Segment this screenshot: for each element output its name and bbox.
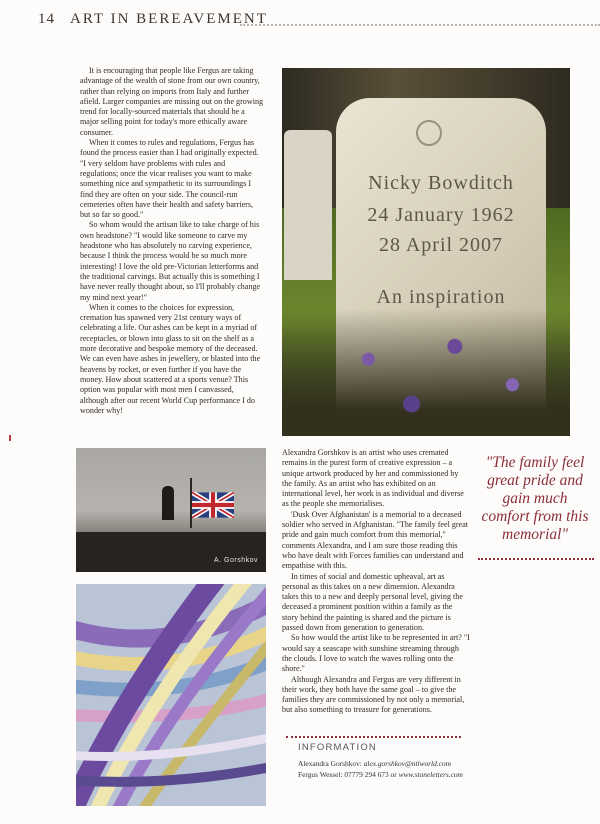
lavender-flowers <box>282 308 570 436</box>
rose-carving-icon <box>416 120 442 146</box>
information-contact-alexandra <box>298 759 451 768</box>
contact-label: Fergus Wessel: 07779 294 673 or <box>298 770 397 779</box>
page-number: 14 <box>38 11 55 27</box>
headstone-birth-date: 24 January 1962 <box>367 204 515 226</box>
header-divider <box>240 24 600 26</box>
headstone-name: Nicky Bowditch <box>368 172 514 194</box>
article-column-1 <box>80 66 264 416</box>
abstract-ashes-painting <box>76 584 266 806</box>
headstone-death-date: 28 April 2007 <box>378 234 504 256</box>
pull-quote: "The family feel great pride and gain much comfort from this memorial" <box>481 454 589 543</box>
abstract-swirl-artwork <box>76 584 266 806</box>
headstone-photo <box>282 68 570 436</box>
information-contact-fergus <box>298 770 463 779</box>
paragraph: It is encouraging that people like Fergus are taking advantage of the wealth of stone from our own country, rather than relying on imports from Italy and further afield. Larger companies are missing out on the growing trend for locally-sourced materials that should be a major selling point for today's more ethically aware consumer. <box>80 66 264 137</box>
paragraph: So whom would the artisan like to take charge of his own headstone? "I would like someone to carve my headstone who has absolutely no carving experience, because I think the process would be so much more interesting! I love the old pre-Victorian letterforms and the traditional carvings. But actually this is something I have never really thought about, so I'll probably change my mind next year!" <box>80 220 261 302</box>
margin-mark <box>9 435 11 441</box>
union-flag-icon <box>192 492 234 518</box>
paragraph: So how would the artist like to be represented in art? "I would say a seascape with sunshine streaming through the clouds. I love to watch the waves rolling onto the shore." <box>282 633 470 674</box>
dusk-over-afghanistan-painting <box>76 448 266 572</box>
paragraph: 'Dusk Over Afghanistan' is a memorial to a deceased soldier who served in Afghanistan. "The family feel great pride and gain much comfort from this memorial," comments Alexandra, and I am sure those reading this who have dealt with Forces families can understand and empathise with this. <box>282 509 469 571</box>
headstone-epitaph: An inspiration <box>376 286 506 308</box>
background-headstone <box>284 130 332 280</box>
paragraph: Although Alexandra and Fergus are very different in their work, they both have the same goal – to give the families they are commissioned by not only a memorial, but also something to treasure for generations. <box>282 674 465 715</box>
paragraph: In times of social and domestic upheaval, art as personal as this takes on a new dimension. Alexandra takes this to a new and deeply personal level, giving the deceased a prominent position within a family as the story behind the painting is shared and the picture is passed down from generation to generation. <box>282 571 463 633</box>
information-rule <box>286 736 461 738</box>
pull-quote-rule <box>478 558 594 560</box>
painting-ground <box>76 532 266 572</box>
contact-website: www.stoneletters.com <box>398 770 463 779</box>
paragraph: When it comes to the choices for expression, cremation has spawned very 21st century ways of celebrating a life. Our ashes can be kept in a myriad of receptacles, or blown into glass to sit on the shelf as a more decorative and bespoke memory of the deceased. We can even have ashes in jewellery, or blasted into the heavens by rocket, or even further if you have the money. How about scattered at a sports venue? This option was popular with most men I canvassed, although after our recent World Cup performance I do wonder why! <box>80 302 261 415</box>
contact-label: Alexandra Gorshkov: <box>298 759 362 768</box>
paragraph: When it comes to rules and regulations, Fergus has found the process easier than I had originally expected. "I very seldom have problems with rules and regulations; once the vicar realises you want to make something nice and sympathetic to its surroundings I find they are often on your side. The council-run cemeteries often have their health and safety barriers, but so far so good." <box>80 138 259 220</box>
information-heading: INFORMATION <box>298 742 377 753</box>
contact-email: alex.gorshkov@ntlworld.com <box>363 759 451 768</box>
paragraph: Alexandra Gorshkov is an artist who uses cremated remains in the purest form of creative expression – a unique artwork produced by her and commissioned by the family. As an artist who has exhibited on an international level, her work is as individual and diverse as the people she memorialises. <box>282 448 464 509</box>
soldier-silhouette <box>162 486 174 520</box>
page-header <box>30 10 600 32</box>
section-title: ART IN BEREAVEMENT <box>70 11 268 27</box>
painting-signature: A. Gorshkov <box>213 557 258 564</box>
article-column-2 <box>282 448 470 716</box>
